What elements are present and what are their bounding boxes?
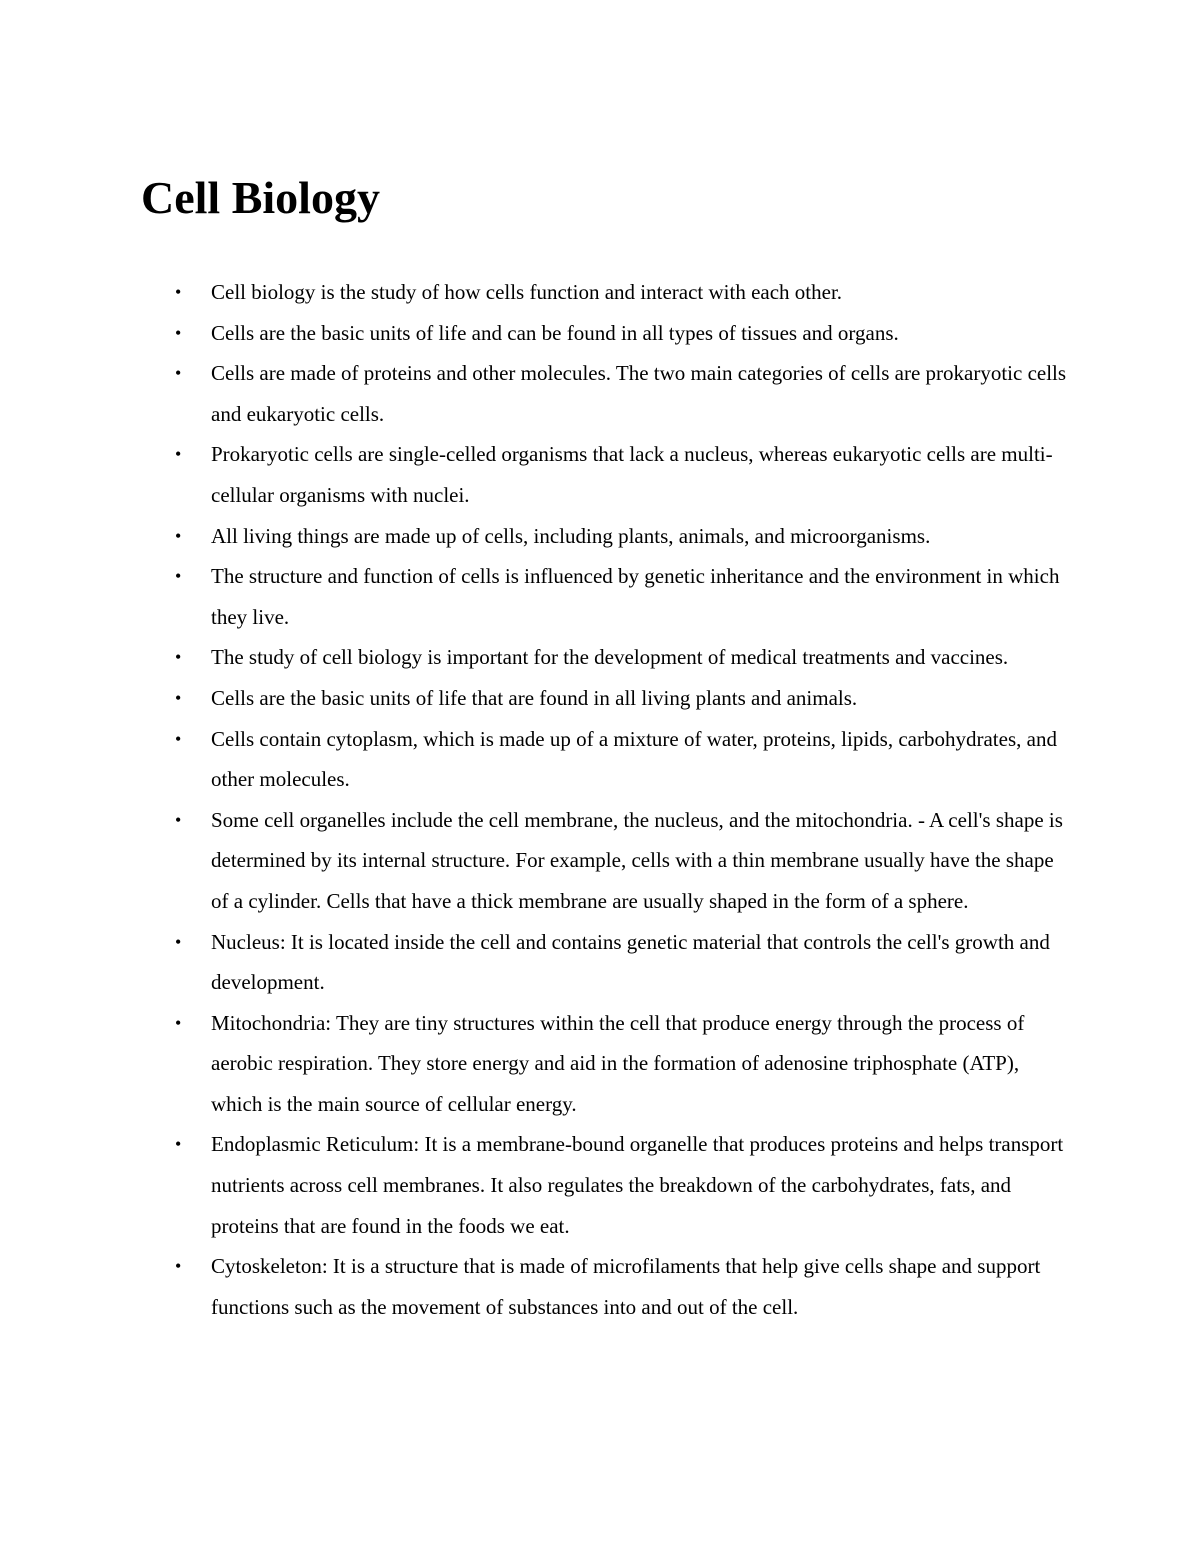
bullet-icon: • bbox=[175, 931, 182, 952]
bullet-icon: • bbox=[175, 1134, 182, 1155]
bullet-icon: • bbox=[175, 728, 182, 749]
bullet-icon: • bbox=[175, 322, 182, 343]
bullet-icon: • bbox=[175, 687, 182, 708]
list-item bbox=[172, 719, 1072, 800]
list-item-text: Endoplasmic Reticulum: It is a membrane-bound organelle that produces proteins and helps transport nutrients across cell membranes. It also regulates the breakdown of the carbohydrates, fats, and proteins that are found in the foods we eat. bbox=[211, 1132, 1064, 1238]
list-item-text: Nucleus: It is located inside the cell and contains genetic material that controls the cell's growth and development. bbox=[211, 929, 1050, 995]
list-item bbox=[172, 313, 1072, 354]
list-item bbox=[172, 272, 1072, 313]
bullet-icon: • bbox=[175, 444, 182, 465]
list-item-text: Cell biology is the study of how cells function and interact with each other. bbox=[211, 280, 843, 304]
list-item-text: Cells are the basic units of life that are found in all living plants and animals. bbox=[211, 685, 858, 710]
list-item-text: The study of cell biology is important for the development of medical treatments and vaccines. bbox=[211, 645, 1009, 670]
bullet-icon: • bbox=[175, 525, 182, 546]
bullet-icon: • bbox=[175, 1012, 182, 1033]
list-item bbox=[172, 516, 1072, 557]
list-item-text: Cells contain cytoplasm, which is made up of a mixture of water, proteins, lipids, carbohydrates, and other molecules. bbox=[211, 726, 1057, 792]
list-item bbox=[172, 556, 1072, 637]
list-item bbox=[172, 434, 1072, 515]
list-item bbox=[172, 1003, 1072, 1125]
list-item bbox=[172, 353, 1072, 434]
bullet-list bbox=[172, 272, 1072, 1327]
bullet-icon: • bbox=[175, 566, 182, 587]
list-item-text: Some cell organelles include the cell membrane, the nucleus, and the mitochondria. - A cell's shape is determined by its internal structure. For example, cells with a thin membrane usually have the shape of a cylinder. Cells that have a thick membrane are usually shaped in the form of a sphere. bbox=[211, 807, 1063, 913]
list-item-text: The structure and function of cells is influenced by genetic inheritance and the environment in which they live. bbox=[211, 564, 1060, 629]
list-item-text: Prokaryotic cells are single-celled organisms that lack a nucleus, whereas eukaryotic cells are multi-cellular organisms with nuclei. bbox=[211, 442, 1053, 507]
list-item bbox=[172, 1246, 1072, 1327]
bullet-icon: • bbox=[175, 282, 182, 302]
list-item-text: All living things are made up of cells, including plants, animals, and microorganisms. bbox=[211, 523, 931, 548]
list-item bbox=[172, 922, 1072, 1003]
list-item bbox=[172, 637, 1072, 678]
document-title: Cell Biology bbox=[141, 172, 380, 223]
bullet-icon: • bbox=[175, 363, 182, 384]
bullet-icon: • bbox=[175, 1256, 182, 1277]
list-item bbox=[172, 678, 1072, 719]
bullet-icon: • bbox=[175, 809, 182, 830]
list-item-text: Cells are the basic units of life and can be found in all types of tissues and organs. bbox=[211, 320, 899, 345]
list-item-text: Mitochondria: They are tiny structures within the cell that produce energy through the process of aerobic respiration. They store energy and aid in the formation of adenosine triphosphate (ATP), which is the main source of cellular energy. bbox=[211, 1010, 1025, 1116]
list-item-text: Cells are made of proteins and other molecules. The two main categories of cells are prokaryotic cells and eukaryotic cells. bbox=[211, 361, 1067, 426]
list-item bbox=[172, 800, 1072, 922]
bullet-icon: • bbox=[175, 647, 182, 668]
list-item-text: Cytoskeleton: It is a structure that is made of microfilaments that help give cells shape and support functions such as the movement of substances into and out of the cell. bbox=[211, 1254, 1041, 1319]
list-item bbox=[172, 1124, 1072, 1246]
